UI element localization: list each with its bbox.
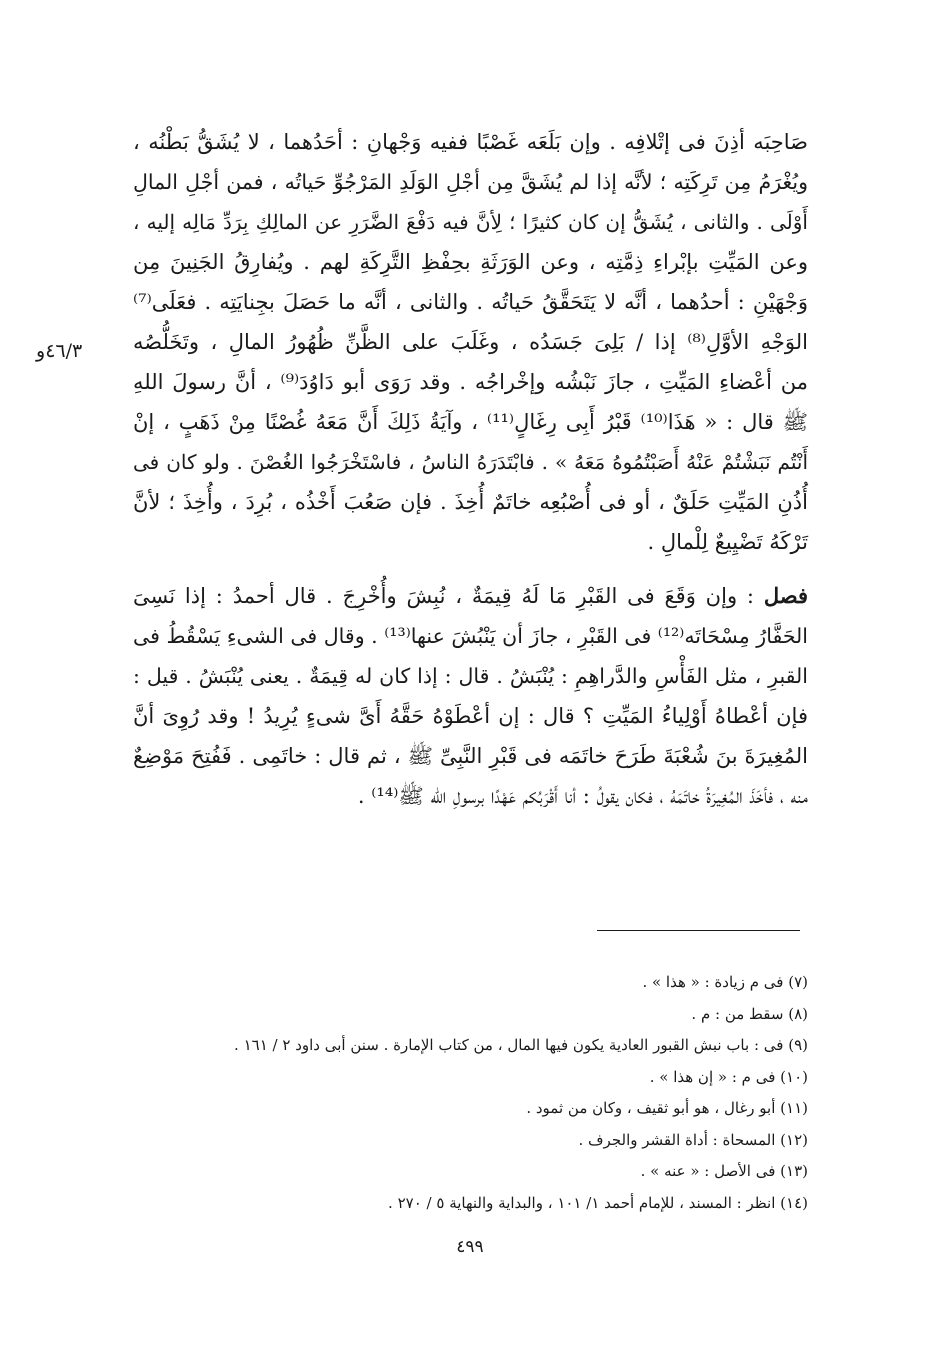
text-line: ﷺ قال : « هَذَا⁽¹⁰⁾ قَبْرُ أَبِى رِغَالٍ⁽¹¹⁾ ، وآيَةُ ذَلِكَ أَنَّ مَعَهُ غُصْنًا مِنْ ذَهَبٍ ، إنْ: [133, 410, 809, 434]
footnotes: [133, 967, 808, 1219]
text-line: المُغِيرَةَ بنَ شُعْبَةَ طَرَحَ خاتَمَه فى قَبْرِ النَّبِىِّ ﷺ ، ثم قال : خاتَمِى . فَفُتِحَ مَوْضِعٌ: [133, 744, 808, 768]
text-line: وَجْهَيْنِ : أحدُهما ، أنَّه لا يَتَحَقَّقُ حَياتُه . والثانى ، أنَّه ما حَصَلَ بجِنايَتِه . فعَلَى⁽⁷⁾: [133, 290, 808, 314]
text-line: صَاحِبَه أذِنَ فى إتْلافِه . وإن بَلَعَه غَصْبًا ففيه وَجْهانِ : أحَدُهما ، لا يُشَقُّ بَطْنُه ،: [133, 130, 808, 154]
text-line: منه ، فأخَذَ المُغِيرَةُ خاتَمَهُ ، فكان يقولُ : أنا أَقْرَبُكم عَهْدًا برسولِ الله ﷺ⁽¹⁴⁾ .: [357, 784, 808, 808]
text-line-rest: : وإن وَقَعَ فى القَبْرِ مَا لَهُ قِيمَةٌ ، نُبِشَ وأُخْرِجَ . قال أحمدُ : إذا نَسِىَ: [133, 584, 764, 608]
text-line: أَنْتُم نَبَشْتُمْ عَنْهُ أَصَبْتُمُوهُ مَعَهُ » . فابْتَدَرَهُ الناسُ ، فاسْتَخْرَجُوا الغُصْنَ . ولو كان فى: [133, 450, 808, 474]
text-line: الحَفَّارُ مِسْحَاتَه⁽¹²⁾ فى القَبْرِ ، جازَ أن يَنْبُشَ عنها⁽¹³⁾ . وقال فى الشىءِ يَسْقُطُ فى: [133, 624, 809, 648]
text-line: أَوْلَى . والثانى ، يُشَقُّ إن كان كثيرًا ؛ لِأنَّ فيه دَفْعَ الضَّرَرِ عن المالِكِ بِرَدِّ مَالِه إليه ،: [133, 210, 808, 234]
paragraph-gap: [133, 562, 808, 576]
text-line: ويُغْرَمُ مِن تَرِكَتِه ؛ لأنَّه إذا لم يُشَقَّ مِن أجْلِ الوَلَدِ المَرْجُوِّ حَياتُه ، فمن أجْلِ المالِ: [133, 170, 808, 194]
footnote-8: (٨) سقط من : م .: [691, 1004, 808, 1023]
text-line: [133, 576, 808, 616]
footnote-7: (٧) فى م زيادة : « هذا » .: [642, 973, 808, 991]
text-line: أُذُنِ المَيِّتِ حَلَقٌ ، أو فى أُصْبُعِه خاتَمٌ أُخِذَ . فإن صَعُبَ أَخْذُه ، بُرِدَ ، وأُخِذَ ؛ لأنَّ: [133, 490, 808, 514]
text-line: القبرِ ، مثل الفَأْسِ والدَّراهِمِ : يُنْبَشُ . قال : إذا كان له قِيمَةٌ . يعنى يُنْبَشُ . قيل :: [133, 664, 808, 688]
footnote-12: (١٢) المسحاة : أداة القشر والجرف .: [578, 1130, 808, 1149]
section-heading-fasl: فصل: [763, 583, 808, 608]
footnote-10: (١٠) فى م : « إن هذا » .: [649, 1067, 808, 1086]
main-text: [133, 122, 808, 816]
footnote-13: (١٣) فى الأصل : « عنه » .: [640, 1162, 808, 1180]
text-line: تَرْكَهُ تَضْيِيعٌ لِلْمالِ .: [647, 530, 808, 554]
text-line: فإن أعْطاهُ أَوْلِياءُ المَيِّتِ ؟ قال : إن أعْطَوْهُ حَقَّهُ أَىَّ شىءٍ يُرِيدُ ! وقد رُوِىَ أنَّ: [133, 704, 808, 728]
footnote-14: (١٤) انظر : المسند ، للإمام أحمد ١/ ١٠١ ، والبداية والنهاية ٥ / ٢٧٠ .: [388, 1193, 808, 1212]
paragraph-1: [133, 122, 808, 562]
margin-folio-note: ٤٦/٣و: [36, 340, 83, 362]
footnote-separator: [597, 930, 800, 931]
text-line: الوَجْهِ الأوَّلِ⁽⁸⁾ إذا / بَلِىَ جَسَدُه ، وغَلَبَ على الظَّنِّ ظُهُورُ المالِ ، وتَخَلُّصُه: [133, 330, 808, 354]
text-line: من أعْضاءِ المَيِّتِ ، جازَ نَبْشُه وإخْراجُه . وقد رَوَى أبو دَاوُدَ⁽⁹⁾ ، أنَّ رسولَ اللهِ: [133, 370, 808, 394]
text-line: وعن المَيِّتِ بإبْراءِ ذِمَّتِه ، وعن الوَرَثَةِ بحِفْظِ التَّرِكَةِ لهم . ويُفارِقُ الجَنِينَ مِن: [133, 250, 808, 274]
footnote-9: (٩) فى : باب نبش القبور العادية يكون فيها المال ، من كتاب الإمارة . سنن أبى داود ٢ / ١٦١ .: [234, 1036, 808, 1054]
page-number: ٤٩٩: [456, 1237, 484, 1257]
paragraph-2: [133, 576, 808, 816]
footnote-11: (١١) أبو رغال ، هو أبو ثقيف ، وكان من ثمود .: [526, 1099, 808, 1117]
